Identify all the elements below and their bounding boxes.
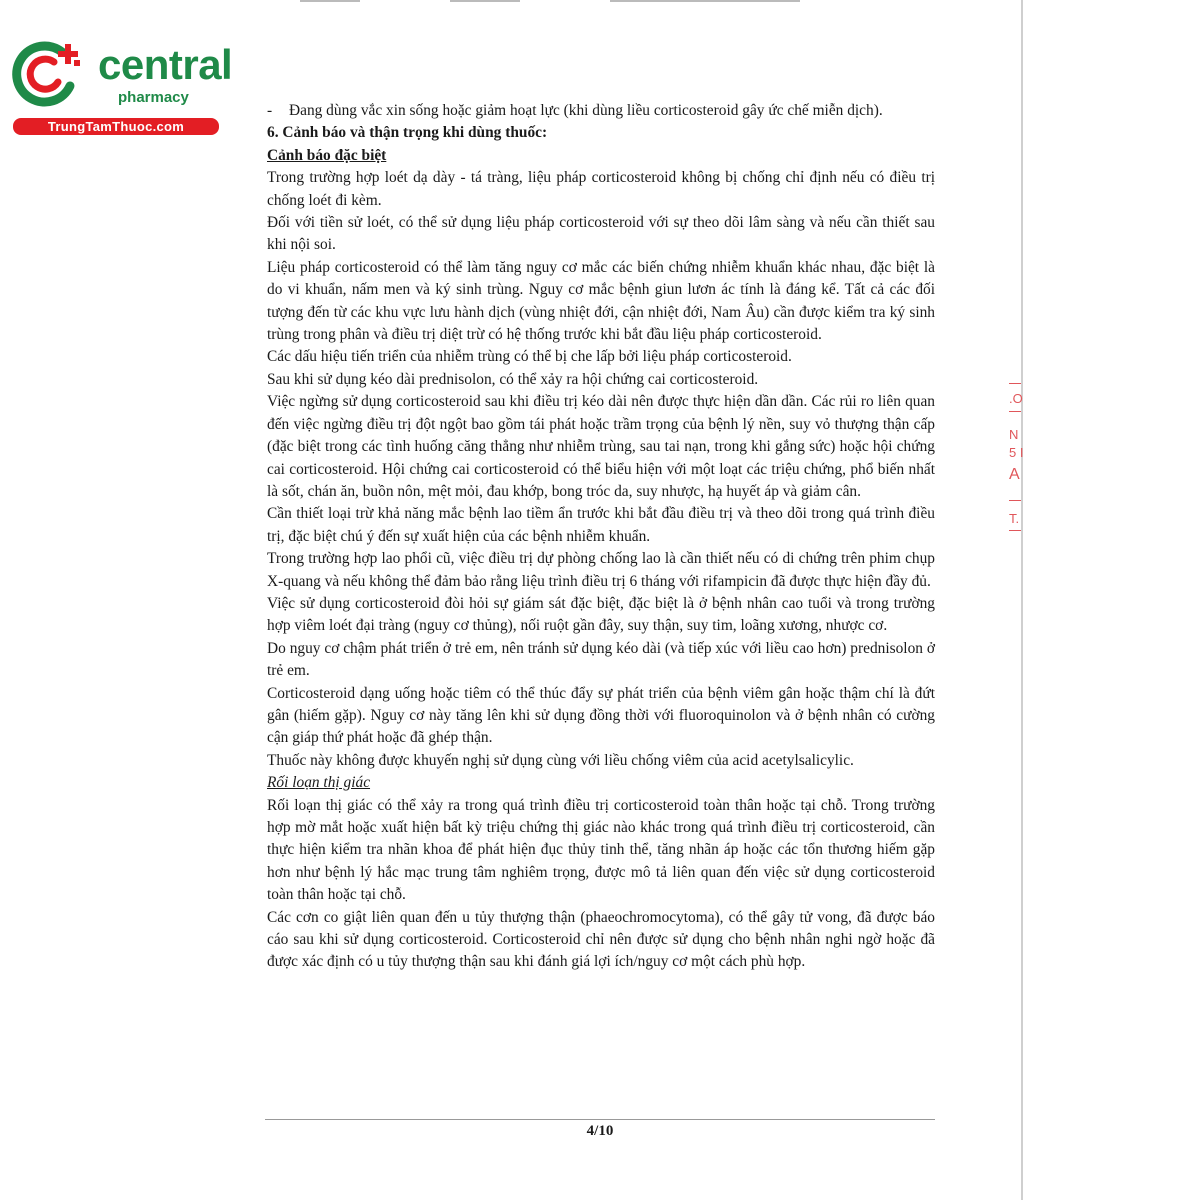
paragraph: Cần thiết loại trừ khả năng mắc bệnh lao tiềm ẩn trước khi bắt đầu điều trị và theo dõi trong quá trình điều trị, đặc biệt chú ý đến sự xuất hiện của các bệnh nhiễm khuẩn. bbox=[267, 505, 935, 545]
subheading-special-warning: Cảnh báo đặc biệt bbox=[267, 146, 387, 164]
paragraph: Corticosteroid dạng uống hoặc tiêm có thể thúc đẩy sự phát triển của bệnh viêm gân hoặc thậm chí là đứt gân (hiếm gặp). Nguy cơ này tăng lên khi sử dụng đồng thời với fluoroquinolon và ở bệnh nhân có cường cận giáp thứ phát hoặc đã ghép thận. bbox=[267, 684, 935, 747]
central-pharmacy-logo bbox=[10, 38, 233, 138]
subheading-visual-disorder: Rối loạn thị giác bbox=[267, 774, 371, 792]
section-heading: 6. Cảnh báo và thận trọng khi dùng thuốc: bbox=[267, 124, 548, 142]
logo-brand-text: central bbox=[98, 41, 233, 88]
document-body bbox=[267, 100, 935, 974]
top-edge-artifact bbox=[450, 0, 520, 2]
page-right-edge bbox=[1021, 0, 1023, 1200]
footer-rule bbox=[265, 1119, 935, 1120]
paragraph: Các dấu hiệu tiến triển của nhiễm trùng có thể bị che lấp bởi liệu pháp corticosteroid. bbox=[267, 348, 792, 366]
paragraph: Việc sử dụng corticosteroid đòi hỏi sự giám sát đặc biệt, đặc biệt là ở bệnh nhân cao tuổi và trong trường hợp viêm loét đại tràng (nguy cơ thủng), nối ruột gần đây, suy thận, suy tim, loãng xương, nhược cơ. bbox=[267, 594, 935, 635]
bullet-dash: - bbox=[267, 102, 273, 119]
stamp-line bbox=[1009, 500, 1021, 501]
paragraph: Do nguy cơ chậm phát triển ở trẻ em, nên tránh sử dụng kéo dài (và tiếp xúc với liều cao hơn) prednisolon ở trẻ em. bbox=[267, 639, 935, 680]
stamp-fragment: N bbox=[1009, 427, 1019, 442]
paragraph: Liệu pháp corticosteroid có thể làm tăng nguy cơ mắc các biến chứng nhiễm khuẩn khác nhau, đặc biệt là do vi khuẩn, nấm men và ký sinh trùng. Nguy cơ mắc bệnh giun lươn ác tính là đáng kể. Tất cả các đối tượng đến từ các khu vực lưu hành dịch (vùng nhiệt đới, cận nhiệt đới, Nam Âu) cần được kiểm tra ký sinh trùng trong phân và điều trị diệt trừ có hệ thống trước khi bắt đầu liệu pháp corticosteroid. bbox=[267, 258, 935, 344]
paragraph: Thuốc này không được khuyến nghị sử dụng cùng với liều chống viêm của acid acetylsalicylic. bbox=[267, 751, 854, 769]
page-number: 4/10 bbox=[586, 1123, 614, 1139]
top-edge-artifact bbox=[300, 0, 360, 2]
paragraph: Việc ngừng sử dụng corticosteroid sau khi điều trị kéo dài nên được thực hiện dần dần. Các rủi ro liên quan đến việc ngừng điều trị đột ngột bao gồm tái phát hoặc trầm trọng của bệnh lý nền, suy vỏ thượng thận cấp (đặc biệt trong các tình huống căng thẳng như nhiễm trùng, sau tai nạn, trong khi gắng sức) hoặc hội chứng cai corticosteroid. Hội chứng cai corticosteroid có thể biểu hiện với một loạt các triệu chứng, phổ biến nhất là sốt, chán ăn, buồn nôn, mệt mỏi, đau khớp, bong tróc da, suy nhược, hạ huyết áp và giảm cân. bbox=[267, 393, 935, 500]
logo-subtitle: pharmacy bbox=[118, 89, 189, 106]
stamp-fragment: 5 I bbox=[1009, 445, 1024, 460]
visual-disorder-paragraphs bbox=[267, 795, 935, 974]
stamp-fragment: T. bbox=[1009, 511, 1020, 526]
paragraph: Rối loạn thị giác có thể xảy ra trong quá trình điều trị corticosteroid toàn thân hoặc tại chỗ. Trong trường hợp mờ mắt hoặc xuất hiện bất kỳ triệu chứng thị giác nào khác trong quá trình điều trị corticosteroid, cần thực hiện kiểm tra nhãn khoa để phát hiện đục thủy tinh thể, tăng nhãn áp hoặc các tổn thương hiếm gặp hơn như bệnh lý hắc mạc trung tâm nghiêm trọng, được mô tả liên quan đến việc sử dụng corticosteroid toàn thân hoặc tại chỗ. bbox=[267, 796, 935, 904]
pharmacy-cross-icon bbox=[10, 38, 90, 108]
logo-website-banner: TrungTamThuoc.com bbox=[13, 118, 219, 135]
stamp-line bbox=[1009, 383, 1021, 384]
paragraph: Trong trường hợp lao phổi cũ, việc điều trị dự phòng chống lao là cần thiết nếu có di chứng trên phim chụp X-quang và nếu không thể đảm bảo rằng liệu trình điều trị 6 tháng với rifampicin đã được thực hiện đầy đủ. bbox=[267, 550, 935, 590]
stamp-fragment: A bbox=[1009, 466, 1020, 483]
top-edge-artifact bbox=[610, 0, 800, 2]
paragraph: Sau khi sử dụng kéo dài prednisolon, có thể xảy ra hội chứng cai corticosteroid. bbox=[267, 370, 759, 388]
bullet-text: Đang dùng vắc xin sống hoặc giảm hoạt lực (khi dùng liều corticosteroid gây ức chế miễn dịch). bbox=[289, 102, 883, 119]
paragraph: Đối với tiền sử loét, có thể sử dụng liệu pháp corticosteroid với sự theo dõi lâm sàng và nếu cần thiết sau khi nội soi. bbox=[267, 214, 935, 254]
stamp-fragment: .O bbox=[1009, 391, 1023, 406]
paragraph: Trong trường hợp loét dạ dày - tá tràng, liệu pháp corticosteroid không bị chống chỉ định nếu có điều trị chống loét đi kèm. bbox=[267, 169, 935, 209]
special-warning-paragraphs bbox=[267, 167, 935, 772]
bullet-item bbox=[267, 100, 935, 122]
paragraph: Các cơn co giật liên quan đến u tủy thượng thận (phaeochromocytoma), có thể gây tử vong, đã được báo cáo sau khi sử dụng corticosteroid. Corticosteroid chỉ nên được sử dụng cho bệnh nhân nghi ngờ hoặc đã được xác định có u tủy thượng thận sau khi đánh giá lợi ích/nguy cơ một cách phù hợp. bbox=[267, 908, 935, 971]
stamp-line bbox=[1009, 530, 1021, 531]
stamp-line bbox=[1009, 411, 1021, 412]
